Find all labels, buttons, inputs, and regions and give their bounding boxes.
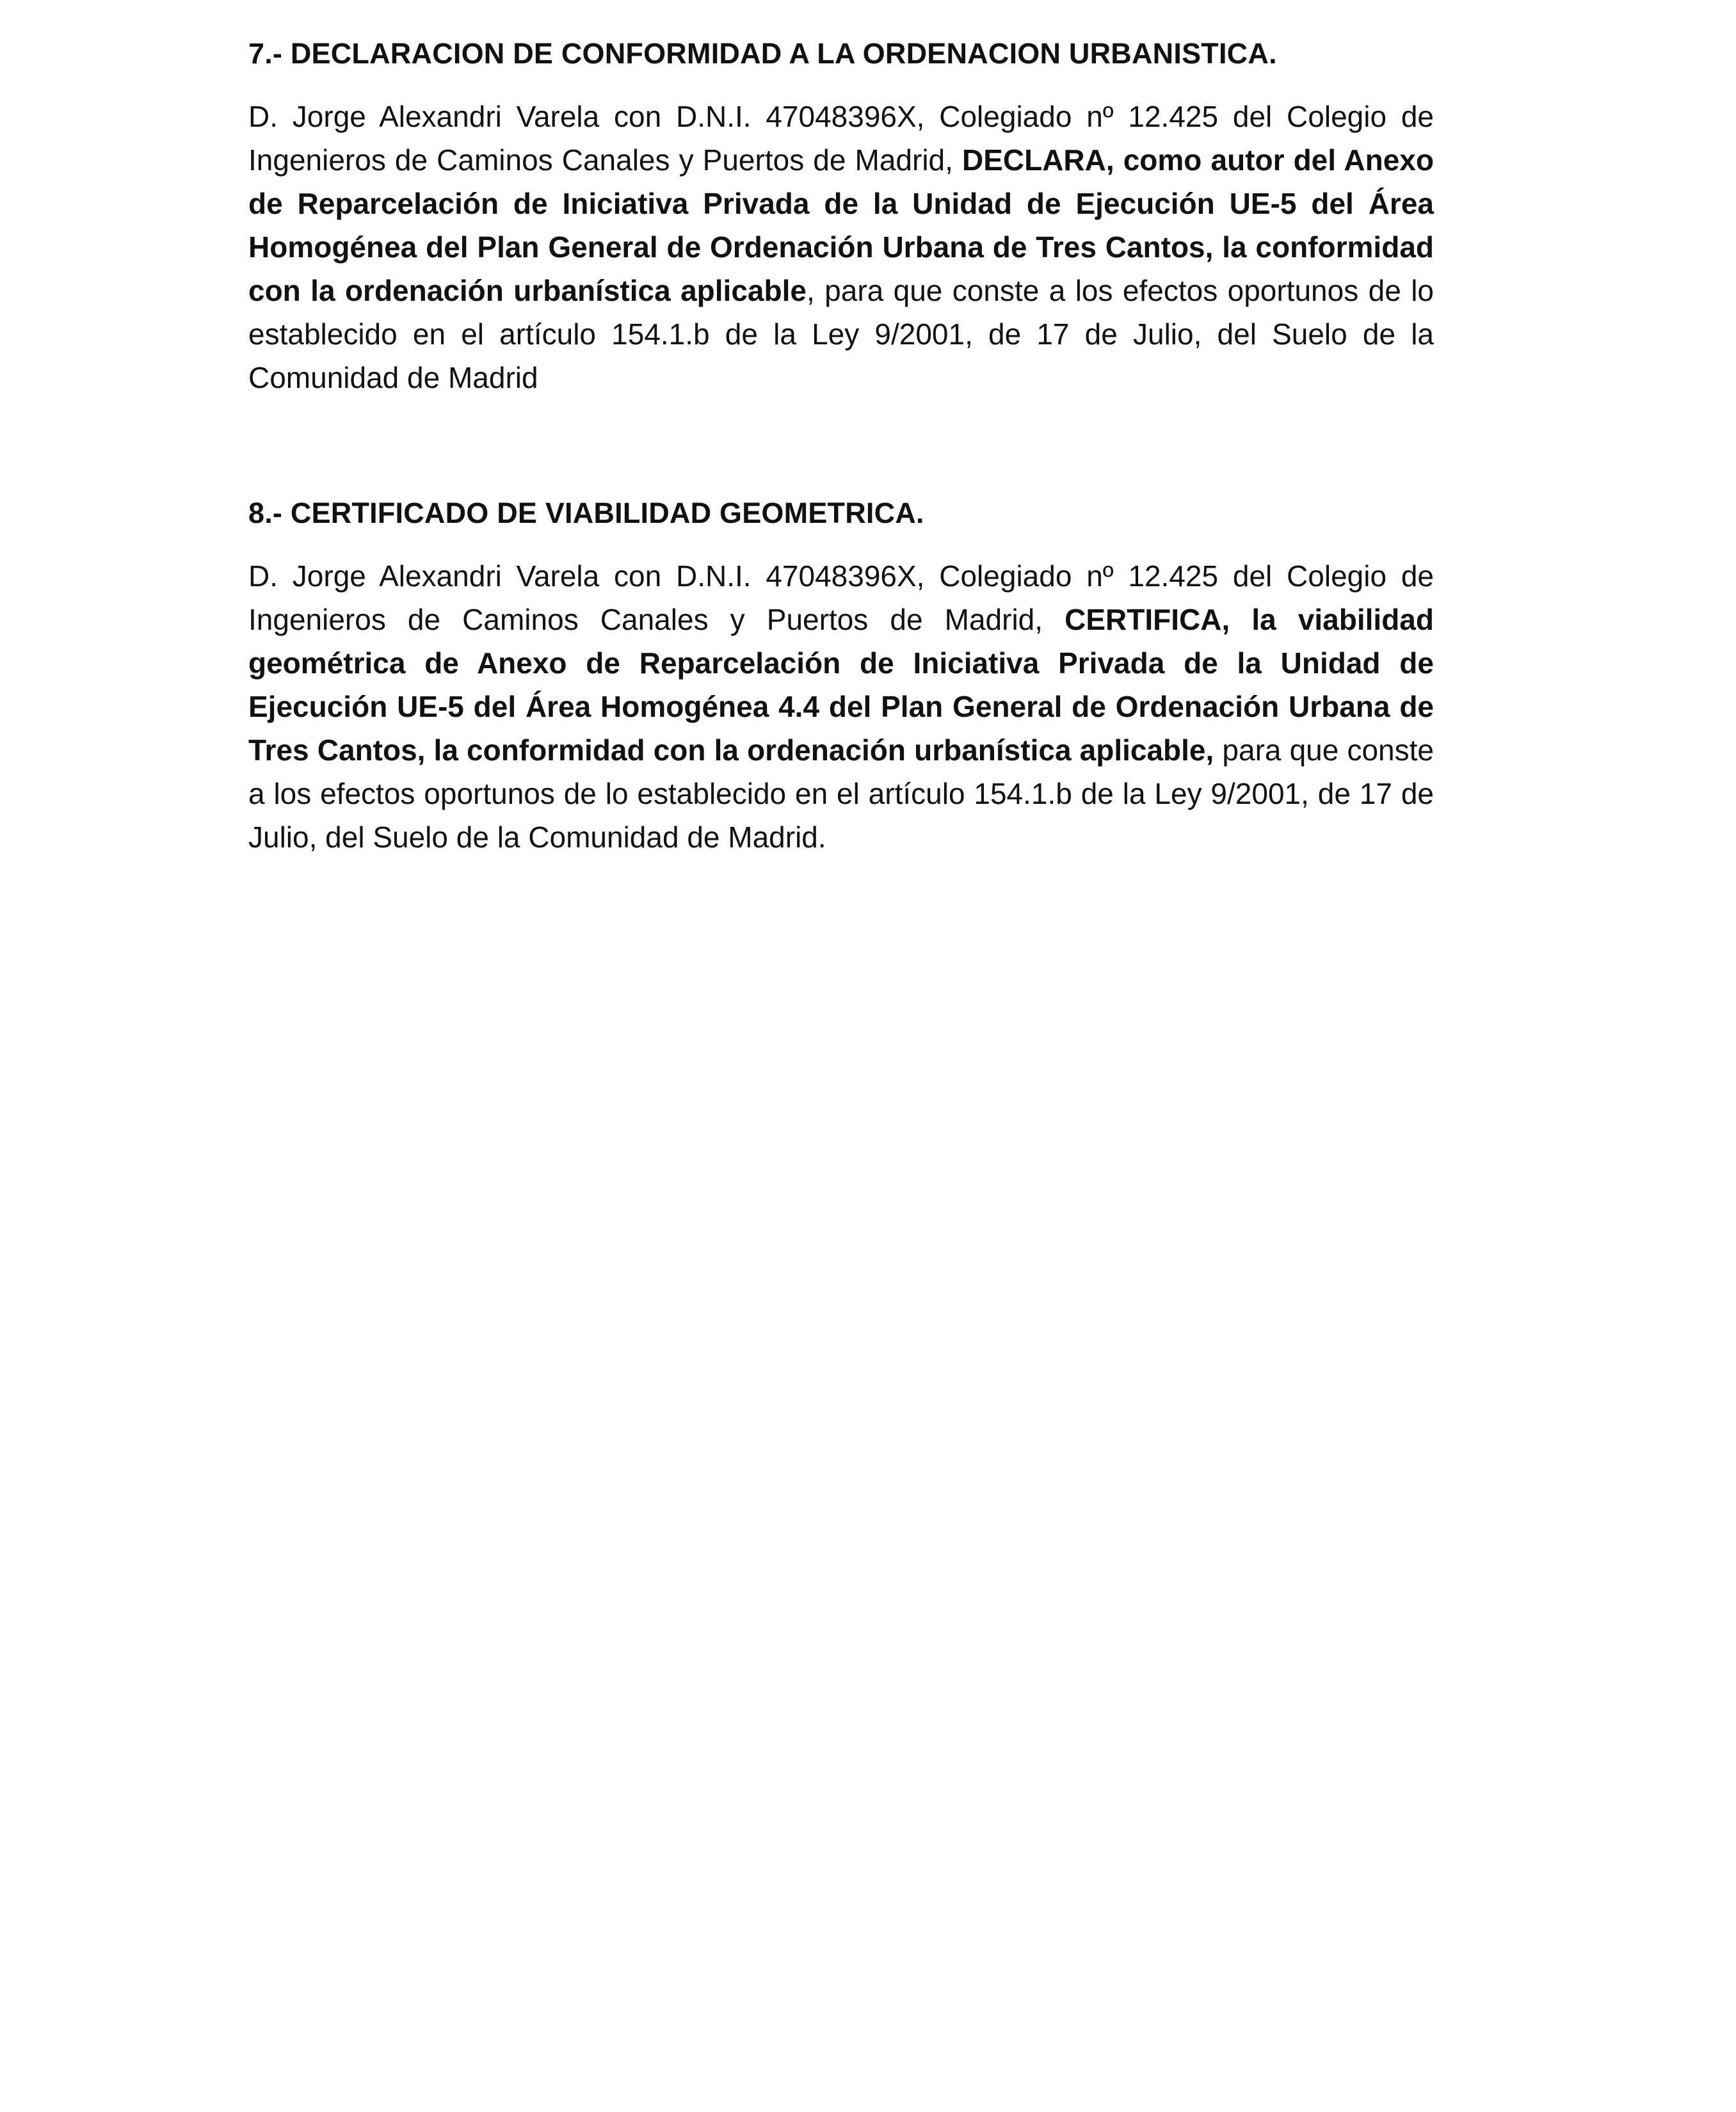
section-8-certification-text: CERTIFICA, la viabilidad geométrica de Anexo de Reparcelación de Iniciativa Privada de la Unidad de Ejecución UE-5 del Área Homogénea 4.4 del Plan General de Ordenación Urbana de Tres Cantos, la conformidad con la ordenación urbanística aplicable,	[248, 603, 1434, 767]
section-7-intro-text: D. Jorge Alexandri Varela con D.N.I. 47048396X, Colegiado nº 12.425 del Colegio de Ingenieros de Caminos Canales y Puertos de Madrid,	[248, 100, 1434, 177]
section-7-declaration-text: DECLARA, como autor del Anexo de Reparcelación de Iniciativa Privada de la Unidad de Ejecución UE-5 del Área Homogénea del Plan General de Ordenación Urbana de Tres Cantos, la conformidad con la ordenación urbanística aplicable	[248, 143, 1434, 307]
section-7-closing-text: , para que conste a los efectos oportunos de lo establecido en el artículo 154.1.b de la Ley 9/2001, de 17 de Julio, del Suelo de la Comunidad de Madrid	[248, 274, 1434, 394]
document-page	[248, 32, 1434, 859]
section-7	[248, 32, 1434, 399]
section-8-heading: 8.- CERTIFICADO DE VIABILIDAD GEOMETRICA.	[248, 497, 924, 529]
section-8-intro-text: D. Jorge Alexandri Varela con D.N.I. 47048396X, Colegiado nº 12.425 del Colegio de Ingenieros de Caminos Canales y Puertos de Madrid,	[248, 559, 1434, 636]
section-8-paragraph	[248, 554, 1434, 859]
section-7-heading: 7.- DECLARACION DE CONFORMIDAD A LA ORDENACION URBANISTICA.	[248, 37, 1277, 70]
section-8	[248, 492, 1434, 859]
section-8-closing-text: para que conste a los efectos oportunos de lo establecido en el artículo 154.1.b de la Ley 9/2001, de 17 de Julio, del Suelo de la Comunidad de Madrid.	[248, 733, 1434, 854]
section-7-paragraph	[248, 95, 1434, 399]
